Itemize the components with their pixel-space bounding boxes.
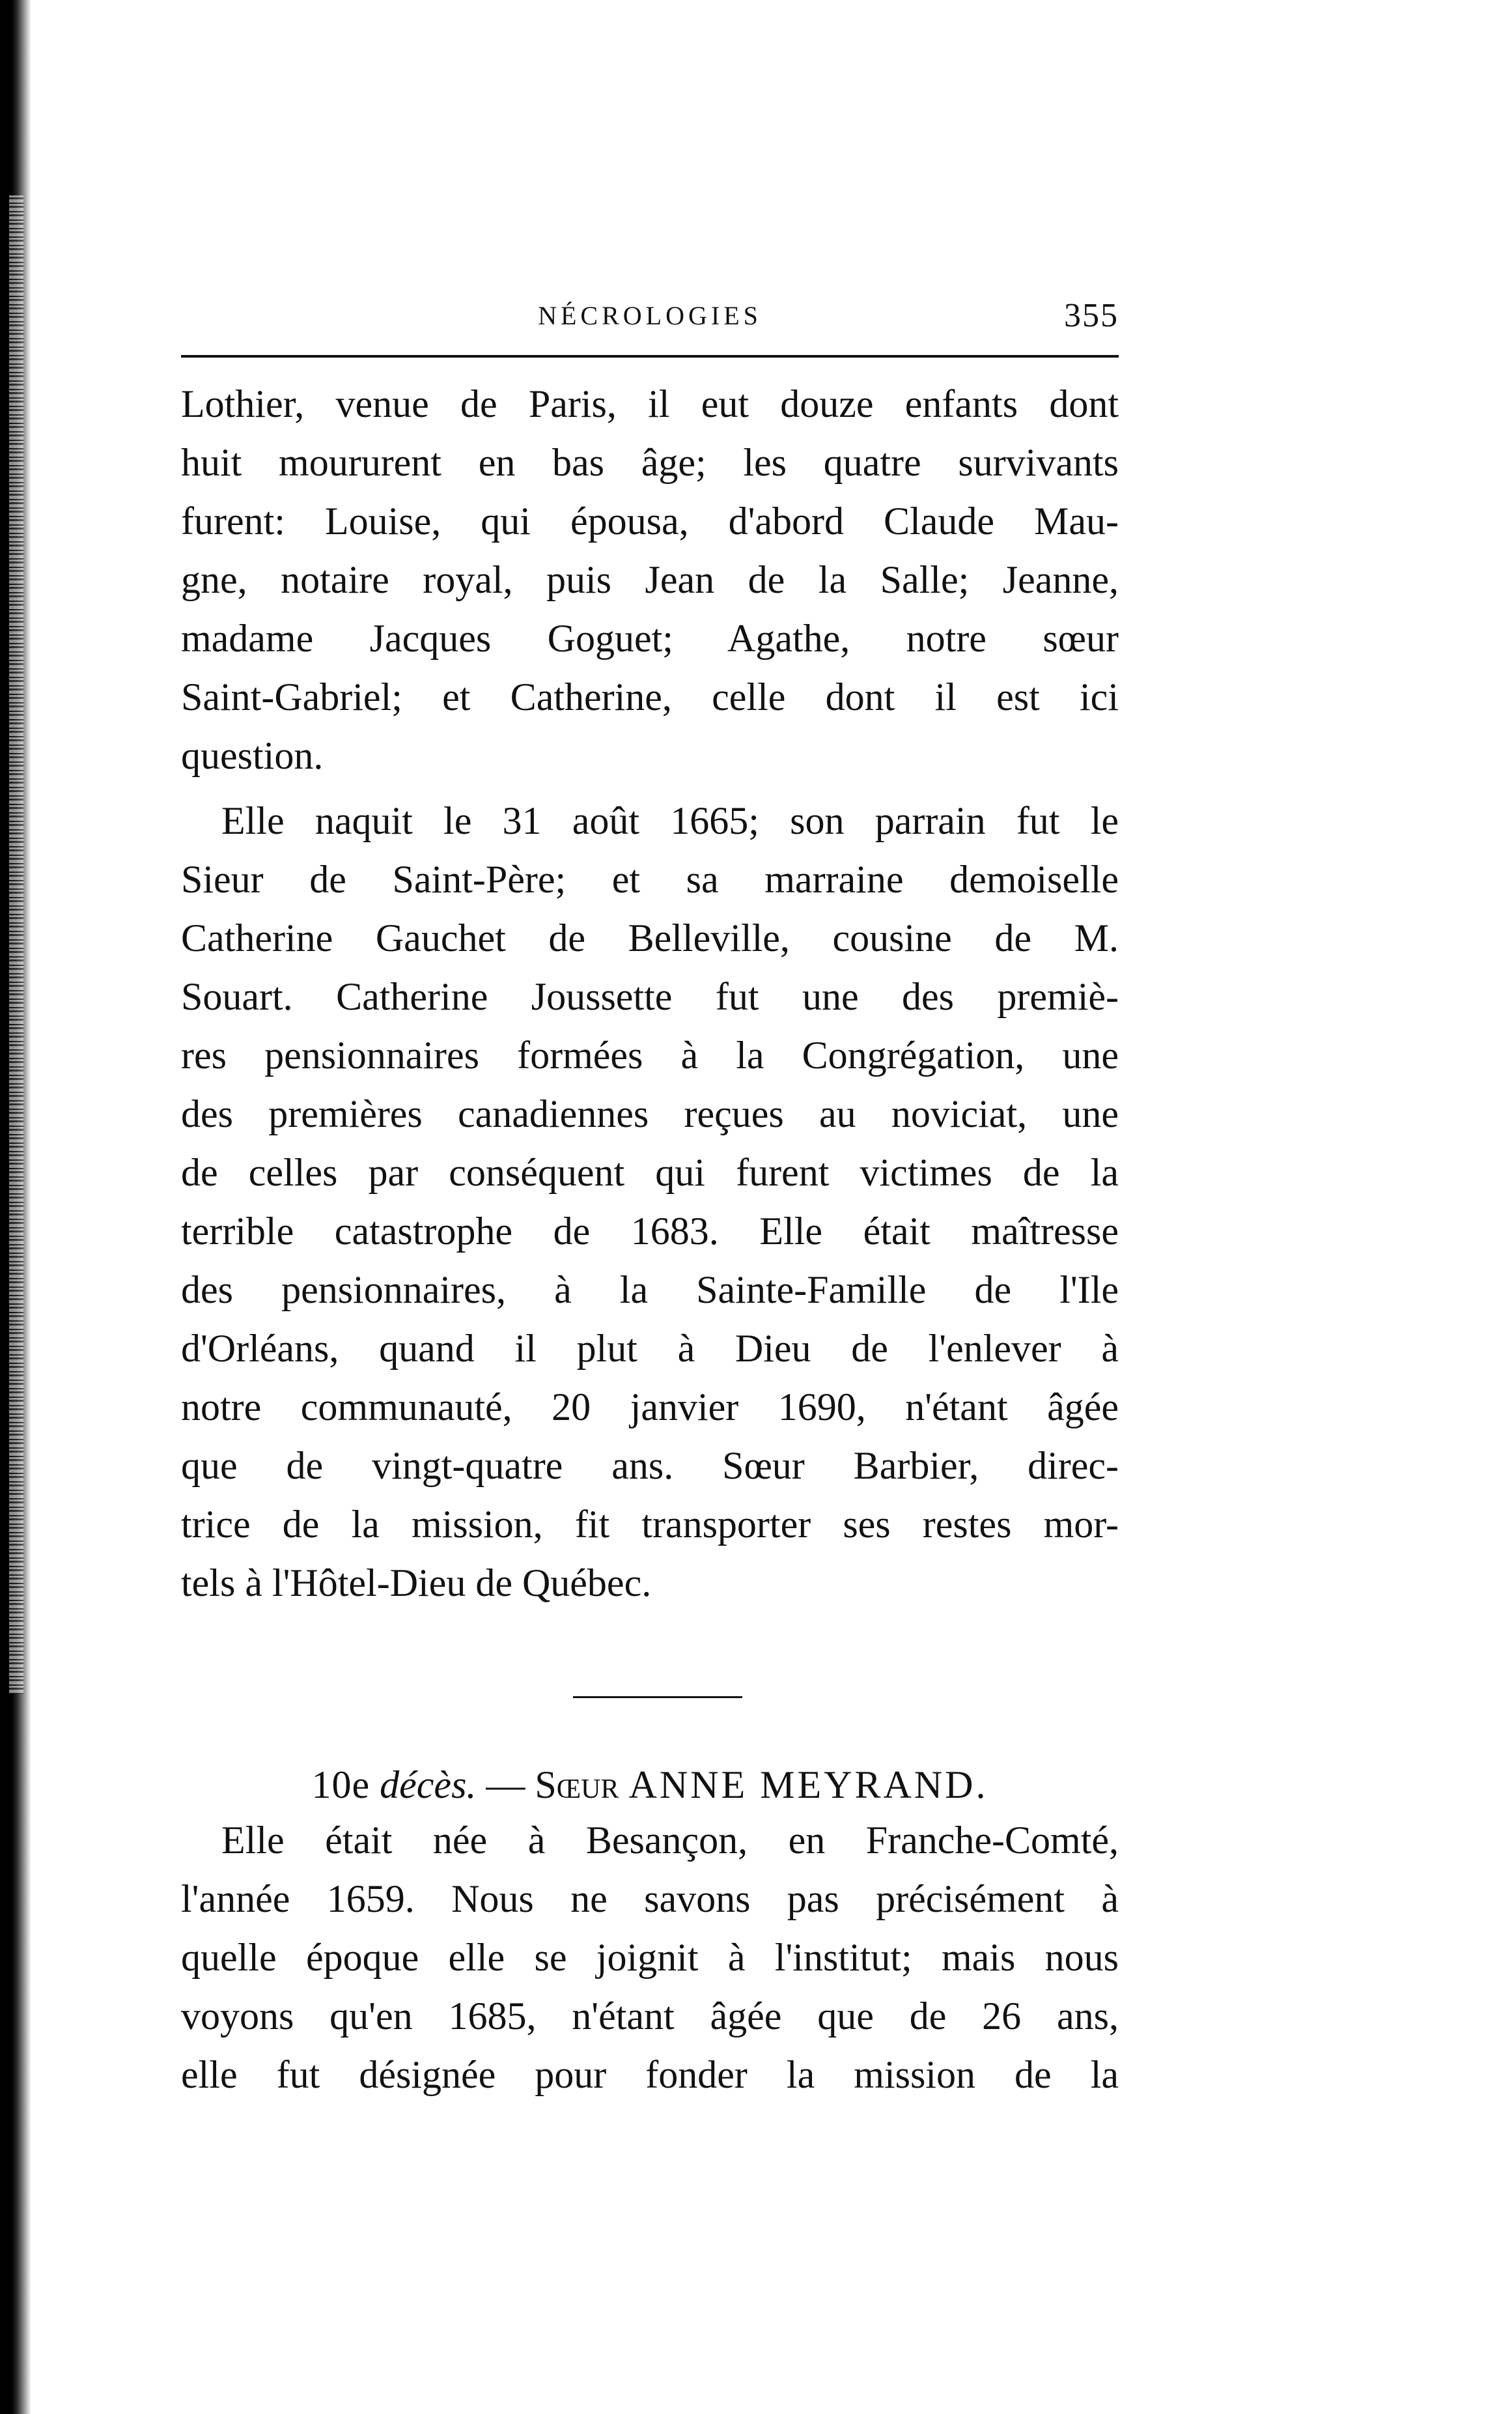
text-line: Elle était née à Besançon, en Franche-Comté,	[221, 1819, 1119, 1862]
text-line: Lothier, venue de Paris, il eut douze enfants dont	[181, 382, 1119, 425]
page-number: 355	[1064, 297, 1119, 334]
text-line: furent: Louise, qui épousa, d'abord Claude Mau-	[181, 500, 1119, 543]
text-line: terrible catastrophe de 1683. Elle était maîtresse	[181, 1210, 1119, 1253]
section-soeur-label: Sœur	[535, 1763, 619, 1806]
text-line: des premières canadiennes reçues au noviciat, une	[181, 1092, 1119, 1135]
text-line: Catherine Gauchet de Belleville, cousine de M.	[181, 916, 1119, 959]
paragraph-1	[181, 375, 1119, 785]
body-text-lower	[181, 1811, 1119, 2104]
scan-binding-speckle	[9, 195, 23, 1694]
header-rule	[181, 355, 1119, 358]
text-line: tels à l'Hôtel-Dieu de Québec.	[181, 1561, 652, 1604]
text-line: voyons qu'en 1685, n'étant âgée que de 26 ans,	[181, 1995, 1119, 2038]
text-line: madame Jacques Goguet; Agathe, notre sœur	[181, 617, 1119, 660]
section-separator-rule	[573, 1696, 742, 1698]
section-heading	[181, 1759, 1119, 1811]
text-line: Elle naquit le 31 août 1665; son parrain fut le	[221, 799, 1119, 842]
section-number: 10e	[311, 1763, 371, 1806]
body-text-upper	[181, 375, 1119, 1612]
section-dash: —	[486, 1763, 525, 1806]
text-line: question.	[181, 734, 324, 777]
text-line: elle fut désignée pour fonder la mission de la	[181, 2053, 1119, 2096]
text-line: l'année 1659. Nous ne savons pas précisément à	[181, 1877, 1119, 1920]
text-line: Saint-Gabriel; et Catherine, celle dont il est ici	[181, 675, 1119, 718]
section-name: ANNE MEYRAND.	[628, 1763, 988, 1806]
text-line: res pensionnaires formées à la Congrégation, une	[181, 1034, 1119, 1077]
text-line: d'Orléans, quand il plut à Dieu de l'enlever à	[181, 1327, 1119, 1370]
text-line: Souart. Catherine Joussette fut une des premiè-	[181, 975, 1119, 1018]
text-line: gne, notaire royal, puis Jean de la Salle; Jeanne,	[181, 558, 1119, 601]
text-line: quelle époque elle se joignit à l'institut; mais nous	[181, 1936, 1119, 1979]
text-line: trice de la mission, fit transporter ses restes mor-	[181, 1503, 1119, 1546]
text-line: des pensionnaires, à la Sainte-Famille de l'Ile	[181, 1268, 1119, 1311]
running-head: NÉCROLOGIES	[538, 301, 762, 330]
section-deces-label: décès.	[380, 1763, 477, 1806]
text-line: que de vingt-quatre ans. Sœur Barbier, direc-	[181, 1444, 1119, 1487]
page-header	[181, 296, 1119, 342]
text-line: notre communauté, 20 janvier 1690, n'étant âgée	[181, 1385, 1119, 1428]
paragraph-3	[181, 1811, 1119, 2104]
text-line: Sieur de Saint-Père; et sa marraine demoiselle	[181, 858, 1119, 901]
paragraph-2	[181, 791, 1119, 1612]
text-line: huit moururent en bas âge; les quatre survivants	[181, 441, 1119, 484]
text-line: de celles par conséquent qui furent victimes de la	[181, 1151, 1119, 1194]
